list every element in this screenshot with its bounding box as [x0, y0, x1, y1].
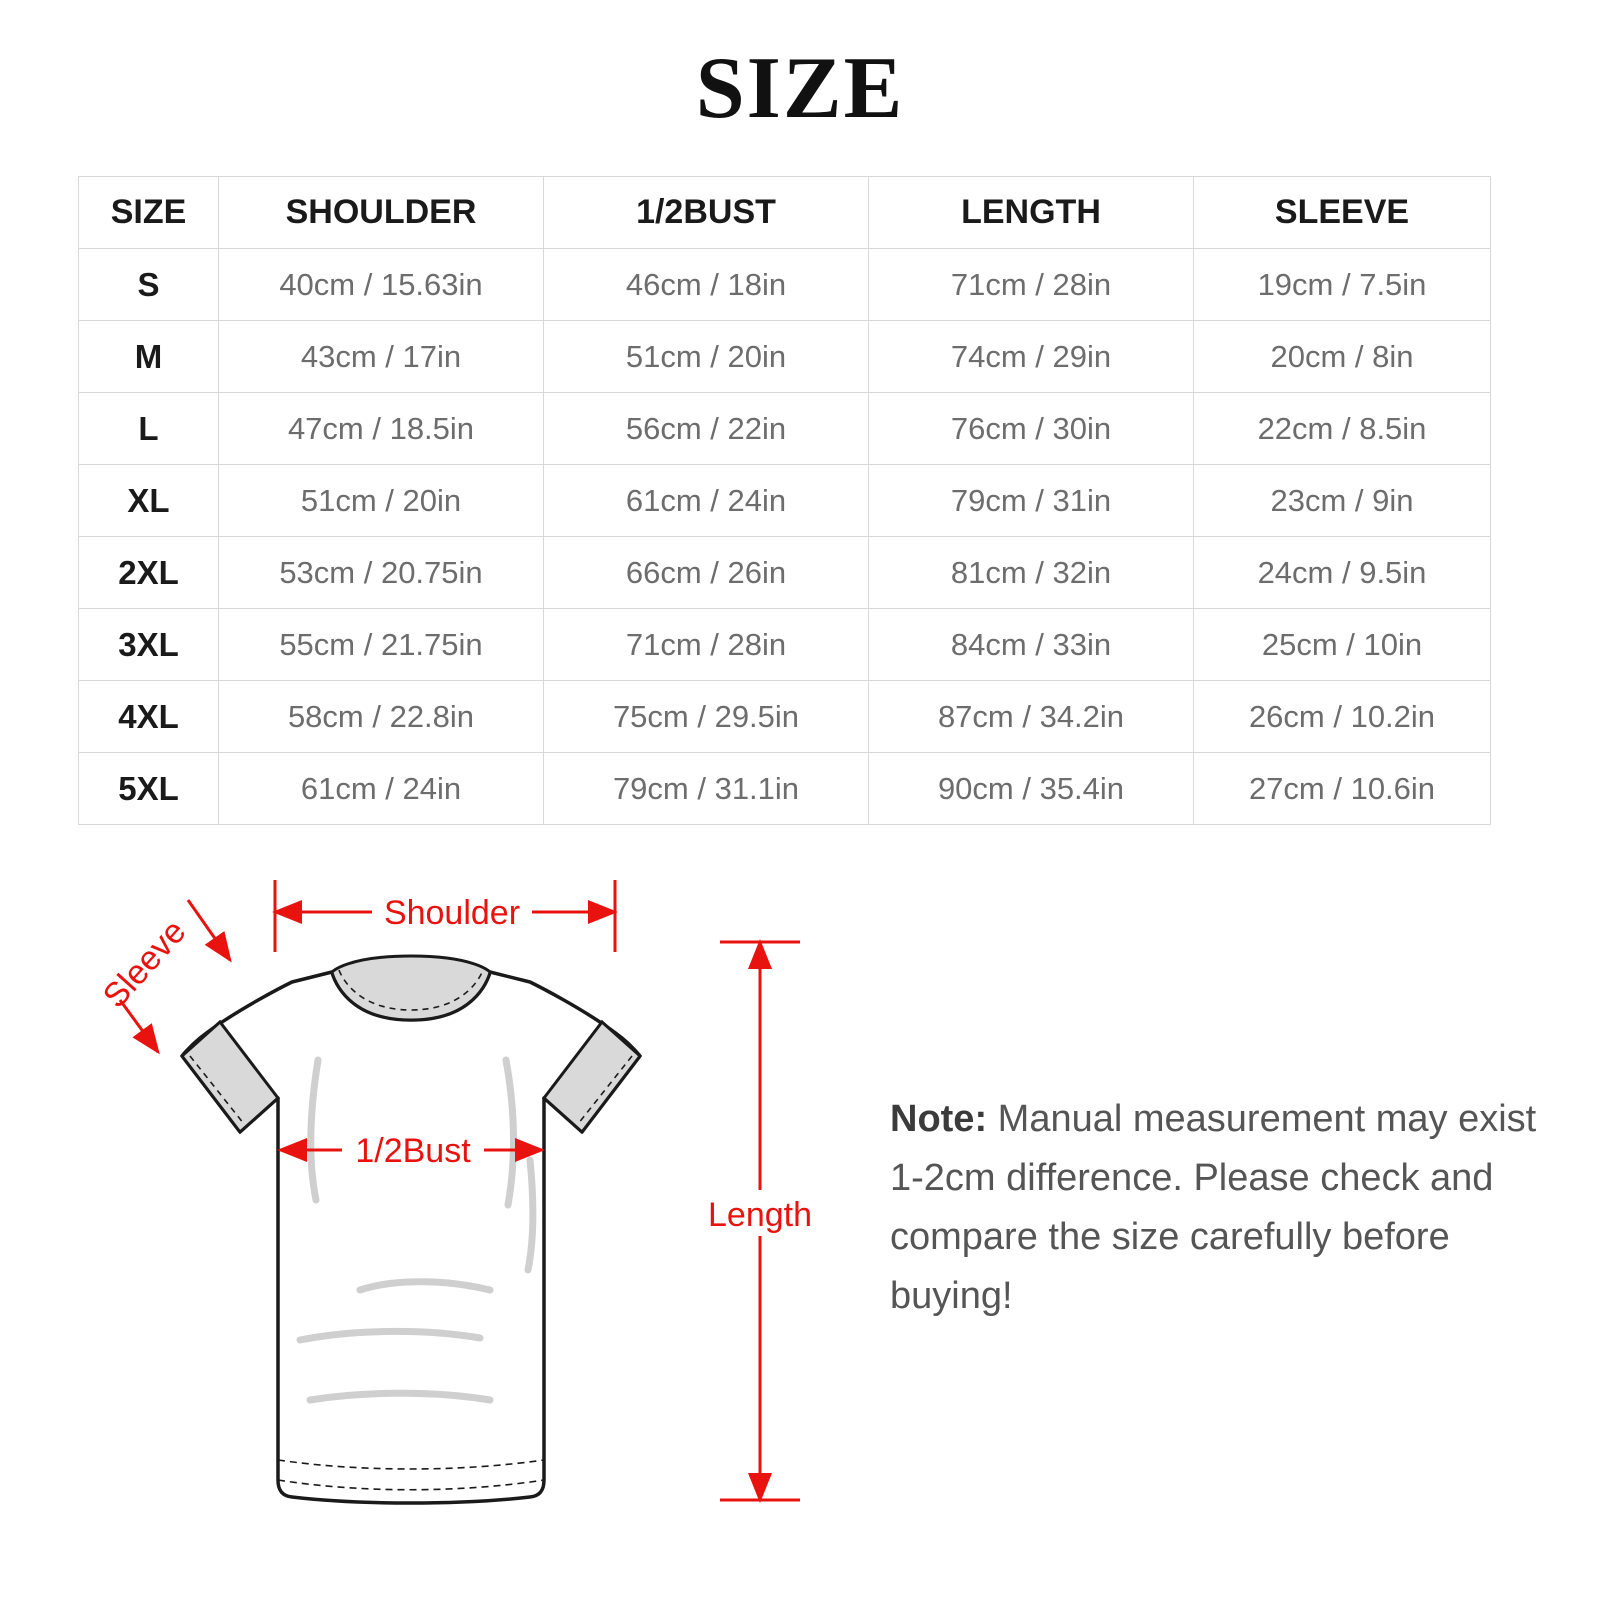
cell-length: 79cm / 31in — [869, 465, 1194, 537]
cell-bust: 75cm / 29.5in — [544, 681, 869, 753]
cell-sleeve: 25cm / 10in — [1194, 609, 1491, 681]
cell-length: 74cm / 29in — [869, 321, 1194, 393]
cell-shoulder: 51cm / 20in — [219, 465, 544, 537]
cell-length: 81cm / 32in — [869, 537, 1194, 609]
table-header-row — [79, 177, 1491, 249]
column-header-size: SIZE — [79, 177, 219, 249]
table-row — [79, 537, 1491, 609]
cell-sleeve: 24cm / 9.5in — [1194, 537, 1491, 609]
length-label: Length — [708, 1196, 812, 1234]
column-header-sleeve: SLEEVE — [1194, 177, 1491, 249]
note-label: Note: — [890, 1098, 988, 1140]
cell-sleeve: 23cm / 9in — [1194, 465, 1491, 537]
table-row — [79, 681, 1491, 753]
cell-shoulder: 43cm / 17in — [219, 321, 544, 393]
cell-size: XL — [79, 465, 219, 537]
cell-shoulder: 55cm / 21.75in — [219, 609, 544, 681]
cell-length: 84cm / 33in — [869, 609, 1194, 681]
cell-bust: 51cm / 20in — [544, 321, 869, 393]
column-header-bust: 1/2BUST — [544, 177, 869, 249]
note-text: Manual measurement may exist 1-2cm difference. Please check and compare the size carefully before buying! — [890, 1098, 1537, 1317]
cell-bust: 66cm / 26in — [544, 537, 869, 609]
column-header-length: LENGTH — [869, 177, 1194, 249]
cell-bust: 56cm / 22in — [544, 393, 869, 465]
tshirt-measurement-diagram — [60, 860, 860, 1560]
shoulder-dimension — [275, 880, 615, 952]
note-block — [890, 1090, 1540, 1326]
cell-shoulder: 47cm / 18.5in — [219, 393, 544, 465]
table-row — [79, 609, 1491, 681]
table-row — [79, 249, 1491, 321]
cell-size: 2XL — [79, 537, 219, 609]
cell-length: 90cm / 35.4in — [869, 753, 1194, 825]
cell-size: 4XL — [79, 681, 219, 753]
column-header-shoulder: SHOULDER — [219, 177, 544, 249]
cell-shoulder: 40cm / 15.63in — [219, 249, 544, 321]
cell-bust: 61cm / 24in — [544, 465, 869, 537]
cell-bust: 46cm / 18in — [544, 249, 869, 321]
sleeve-label: Sleeve — [95, 912, 194, 1016]
cell-shoulder: 61cm / 24in — [219, 753, 544, 825]
cell-shoulder: 58cm / 22.8in — [219, 681, 544, 753]
cell-length: 71cm / 28in — [869, 249, 1194, 321]
cell-shoulder: 53cm / 20.75in — [219, 537, 544, 609]
cell-size: 5XL — [79, 753, 219, 825]
table-row — [79, 465, 1491, 537]
cell-size: M — [79, 321, 219, 393]
cell-length: 76cm / 30in — [869, 393, 1194, 465]
bust-label: 1/2Bust — [355, 1132, 471, 1170]
table-row — [79, 393, 1491, 465]
cell-size: S — [79, 249, 219, 321]
table-row — [79, 321, 1491, 393]
cell-size: 3XL — [79, 609, 219, 681]
cell-sleeve: 20cm / 8in — [1194, 321, 1491, 393]
shoulder-label: Shoulder — [383, 894, 521, 932]
cell-sleeve: 19cm / 7.5in — [1194, 249, 1491, 321]
cell-size: L — [79, 393, 219, 465]
cell-sleeve: 26cm / 10.2in — [1194, 681, 1491, 753]
table-row — [79, 753, 1491, 825]
length-dimension — [708, 942, 812, 1500]
cell-bust: 71cm / 28in — [544, 609, 869, 681]
size-chart-table — [78, 176, 1491, 825]
cell-bust: 79cm / 31.1in — [544, 753, 869, 825]
cell-sleeve: 27cm / 10.6in — [1194, 753, 1491, 825]
cell-sleeve: 22cm / 8.5in — [1194, 393, 1491, 465]
cell-length: 87cm / 34.2in — [869, 681, 1194, 753]
tshirt-illustration — [182, 956, 640, 1503]
page-title: SIZE — [695, 40, 905, 137]
